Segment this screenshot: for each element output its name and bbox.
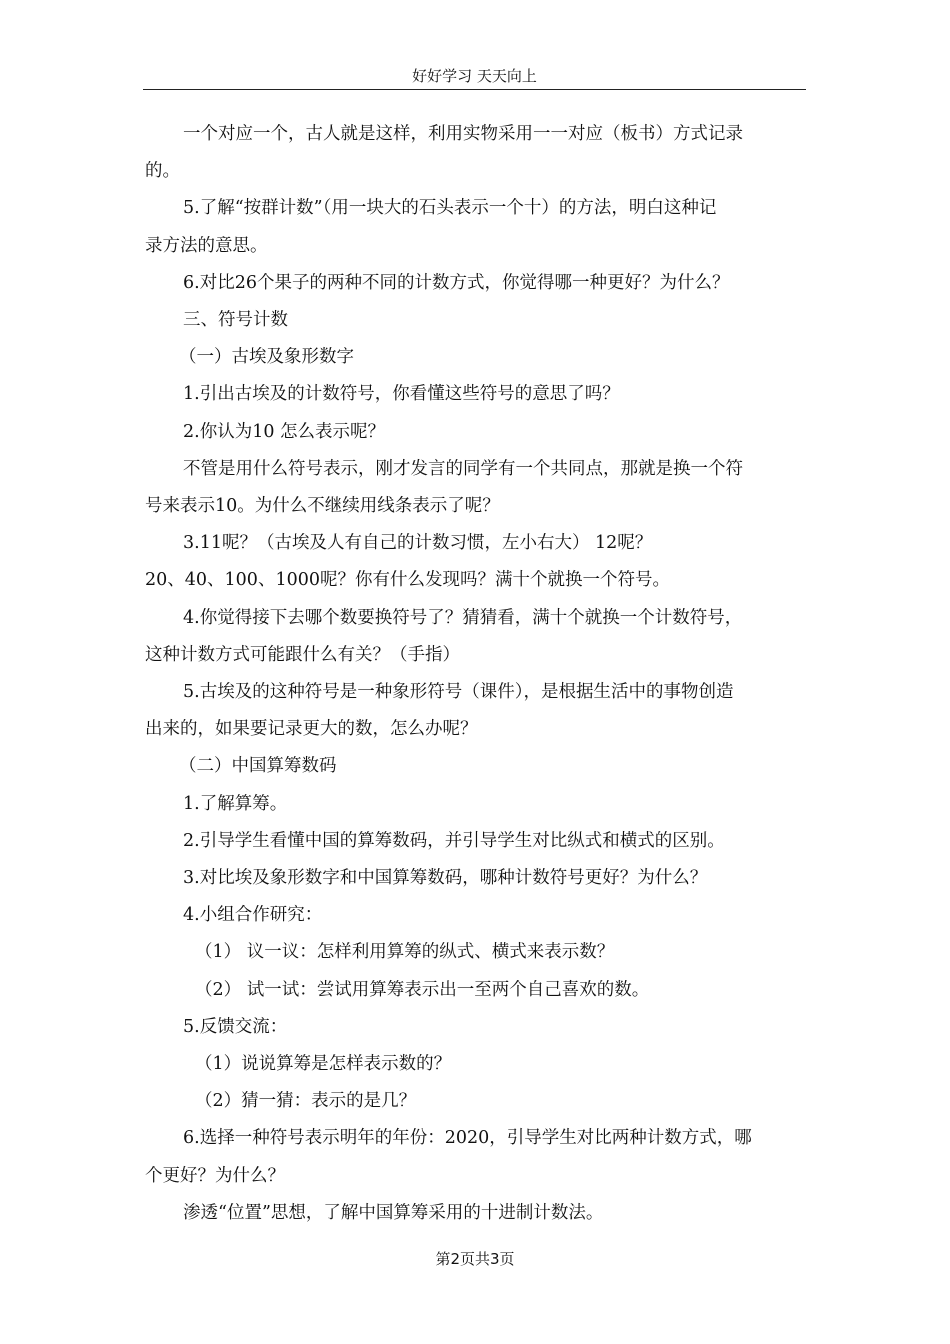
paragraph-line: 个更好？为什么？: [145, 1165, 285, 1186]
paragraph-line: 出来的，如果要记录更大的数，怎么办呢？: [145, 719, 478, 740]
paragraph-line: 20、40、100、1000呢？你有什么发现吗？满十个就换一个符号。: [145, 570, 670, 591]
document-body: [145, 116, 807, 1232]
page-header: [143, 62, 806, 90]
paragraph-line: 1.引出古埃及的计数符号，你看懂这些符号的意思了吗？: [183, 384, 620, 405]
subsection-heading: （二）中国算筹数码: [179, 756, 337, 777]
paragraph-line: 5.古埃及的这种符号是一种象形符号（课件），是根据生活中的事物创造: [183, 682, 734, 703]
paragraph-line: （1）说说算筹是怎样表示数的？: [195, 1054, 452, 1075]
paragraph-line: 号来表示10。为什么不继续用线条表示了呢？: [145, 496, 500, 517]
paragraph-line: （2） 试一试：尝试用算筹表示出一至两个自己喜欢的数。: [195, 979, 650, 1000]
paragraph-line: 录方法的意思。: [145, 235, 268, 256]
paragraph-line: 不管是用什么符号表示，刚才发言的同学有一个共同点，那就是换一个符: [183, 458, 743, 479]
paragraph-line: 2.你认为10 怎么表示呢？: [183, 421, 386, 442]
paragraph-line: 3.对比埃及象形数字和中国算筹数码，哪种计数符号更好？为什么？: [183, 868, 708, 889]
paragraph-line: 3.11呢？（古埃及人有自己的计数习惯，左小右大） 12呢？: [183, 533, 653, 554]
paragraph-line: 2.引导学生看懂中国的算筹数码，并引导学生对比纵式和横式的区别。: [183, 830, 725, 851]
paragraph-line: 一个对应一个，古人就是这样，利用实物采用一一对应（板书）方式记录: [183, 124, 743, 144]
paragraph-line: 5.了解“按群计数”（用一块大的石头表示一个十）的方法，明白这种记: [183, 198, 717, 219]
page-number: 第2页共3页: [435, 1250, 515, 1268]
paragraph-line: 5.反馈交流：: [183, 1016, 288, 1037]
paragraph-line: 这种计数方式可能跟什么有关？（手指）: [145, 644, 460, 665]
paragraph-line: （2）猜一猜：表示的是几？: [195, 1091, 417, 1112]
page-footer: [0, 1248, 950, 1269]
paragraph-line: （1） 议一议：怎样利用算筹的纵式、横式来表示数？: [195, 942, 615, 963]
paragraph-line: 渗透“位置”思想，了解中国算筹采用的十进制计数法。: [183, 1202, 604, 1223]
header-title: 好好学习 天天向上: [412, 67, 537, 85]
paragraph-line: 6.选择一种符号表示明年的年份：2020，引导学生对比两种计数方式，哪: [183, 1128, 752, 1149]
paragraph-line: 的。: [145, 161, 180, 182]
paragraph-line: 4.你觉得接下去哪个数要换符号了？猜猜看，满十个就换一个计数符号，: [183, 607, 743, 628]
paragraph-line: 4.小组合作研究：: [183, 905, 323, 926]
paragraph-line: 1.了解算筹。: [183, 793, 288, 814]
section-heading: 三、符号计数: [183, 310, 288, 331]
subsection-heading: （一）古埃及象形数字: [179, 347, 354, 368]
paragraph-line: 6.对比26个果子的两种不同的计数方式，你觉得哪一种更好？为什么？: [183, 272, 730, 293]
